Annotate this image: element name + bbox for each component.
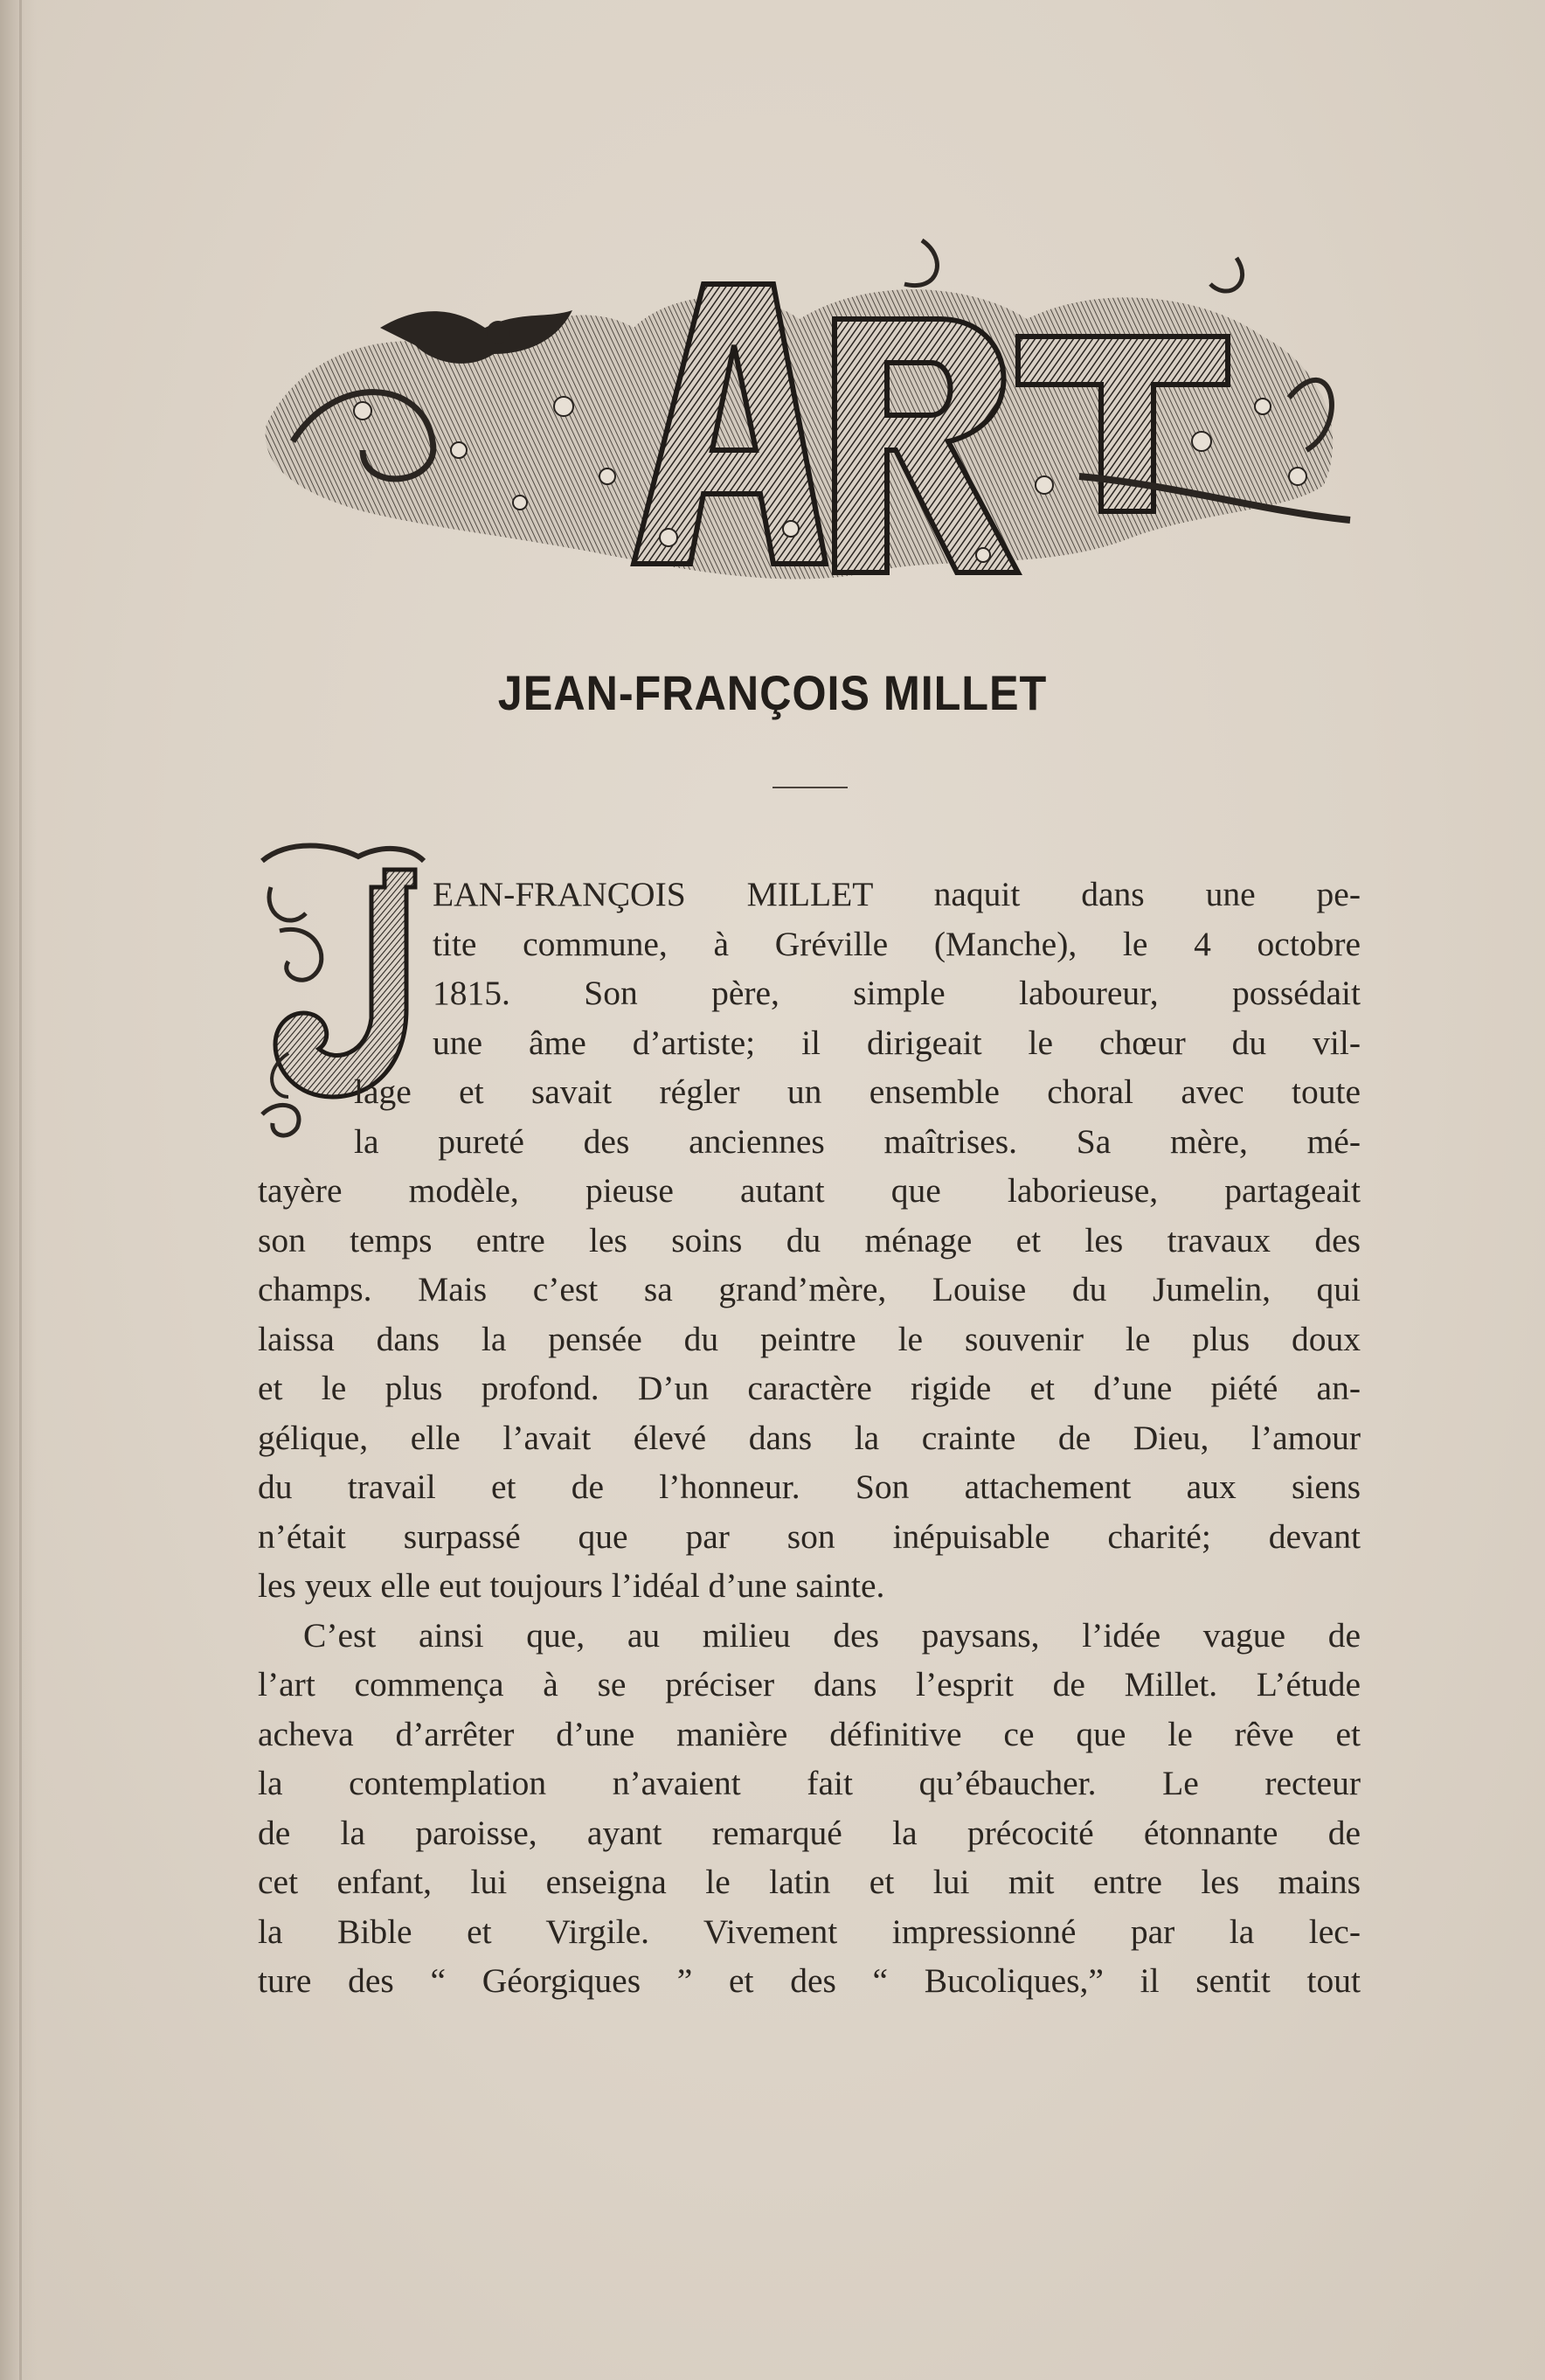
title-divider [772, 787, 848, 788]
art-headpiece-illustration [258, 223, 1359, 599]
body-line: lage et savait régler un ensemble choral avec toute [354, 1072, 1361, 1111]
body-line: 1815. Son père, simple laboureur, possédait [433, 974, 1361, 1012]
body-line: laissa dans la pensée du peintre le souvenir le plus doux [258, 1319, 1361, 1358]
body-line: et le plus profond. D’un caractère rigide et d’une piété an- [258, 1369, 1361, 1407]
body-line: EAN-FRANÇOIS MILLET naquit dans une pe- [433, 875, 1361, 913]
page-gutter-shadow [0, 0, 37, 2380]
body-line: C’est ainsi que, au milieu des paysans, l’idée vague de [303, 1615, 1361, 1655]
body-line: son temps entre les soins du ménage et les travaux des [258, 1220, 1361, 1259]
body-line: la contemplation n’avaient fait qu’ébaucher. Le recteur [258, 1764, 1361, 1802]
chapter-title: JEAN-FRANÇOIS MILLET [497, 665, 1048, 720]
body-line: la Bible et Virgile. Vivement impressionné par la lec- [258, 1912, 1361, 1951]
body-line: ture des “ Géorgiques ” et des “ Bucoliques,” il sentit tout [258, 1961, 1361, 2000]
body-text [258, 870, 1361, 2006]
body-line: n’était surpassé que par son inépuisable charité; devant [258, 1516, 1361, 1556]
body-line: cet enfant, lui enseigna le latin et lui mit entre les mains [258, 1863, 1361, 1901]
body-line: une âme d’artiste; il dirigeait le chœur du vil- [433, 1023, 1361, 1062]
body-line: l’art commença à se préciser dans l’esprit de Millet. L’étude [258, 1665, 1361, 1703]
body-line: les yeux elle eut toujours l’idéal d’une sainte. [258, 1566, 885, 1605]
body-line: la pureté des anciennes maîtrises. Sa mère, mé- [354, 1121, 1361, 1161]
binding-edge [19, 0, 22, 2380]
body-line: acheva d’arrêter d’une manière définitive ce que le rêve et [258, 1714, 1361, 1753]
body-line: de la paroisse, ayant remarqué la précocité étonnante de [258, 1813, 1361, 1852]
body-line: tayère modèle, pieuse autant que laborieuse, partageait [258, 1171, 1361, 1210]
body-line: champs. Mais c’est sa grand’mère, Louise du Jumelin, qui [258, 1270, 1361, 1308]
body-line: du travail et de l’honneur. Son attachement aux siens [258, 1468, 1361, 1506]
body-line: tite commune, à Gréville (Manche), le 4 octobre [433, 924, 1361, 963]
body-line: gélique, elle l’avait élevé dans la crainte de Dieu, l’amour [258, 1418, 1361, 1457]
